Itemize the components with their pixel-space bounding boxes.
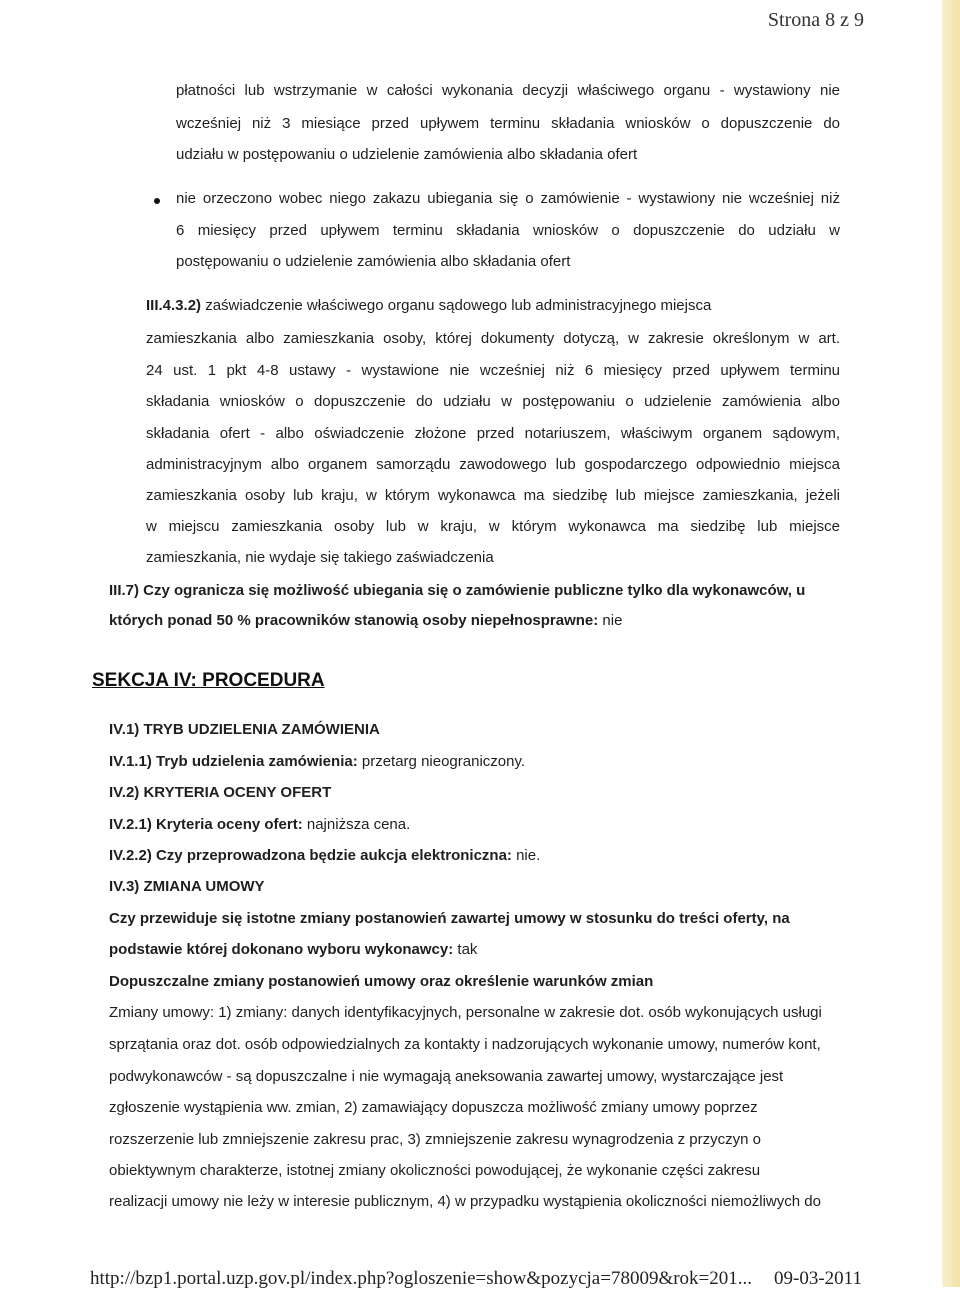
field-value: nie. [511, 847, 541, 864]
question-text: podstawie której dokonano wyboru wykonawcy: [109, 941, 454, 958]
question-text: których ponad 50 % pracowników stanowią osoby niepełnosprawne: [109, 612, 599, 629]
text-line [146, 297, 711, 314]
text-line: zamieszkania, nie wydaje się takiego zaświadczenia [146, 549, 494, 566]
field-line [109, 753, 525, 770]
field-label: IV.2.1) Kryteria oceny ofert: [109, 816, 303, 833]
text-line: składania wniosków o dopuszczenie do udziału w postępowaniu o udzielenie zamówienia albo [146, 393, 840, 410]
subsection-heading: IV.1) TRYB UDZIELENIA ZAMÓWIENIA [109, 721, 380, 738]
text-line: zgłoszenie wystąpienia ww. zmian, 2) zamawiający dopuszcza możliwość zmiany umowy poprzez [109, 1099, 758, 1116]
text-line: Zmiany umowy: 1) zmiany: danych identyfikacyjnych, personalne w zakresie dot. osób wykonujących usługi [109, 1004, 822, 1021]
text-line: obiektywnym charakterze, istotnej zmiany okoliczności powodującej, że wykonanie części zakresu [109, 1162, 761, 1179]
page-edge-strip [942, 0, 960, 1287]
field-label: IV.1.1) Tryb udzielenia zamówienia: [109, 753, 358, 770]
question-line: Czy przewiduje się istotne zmiany postanowień zawartej umowy w stosunku do treści oferty, na [109, 910, 790, 927]
text-line: nie orzeczono wobec niego zakazu ubiegania się o zamówienie - wystawiony nie wcześniej niż [176, 190, 840, 207]
subsection-heading: Dopuszczalne zmiany postanowień umowy oraz określenie warunków zmian [109, 973, 654, 990]
text-line: realizacji umowy nie leży w interesie publicznym, 4) w przypadku wystąpienia okoliczności niemożliwych do [109, 1193, 821, 1210]
field-line [109, 816, 410, 833]
subsection-heading: IV.3) ZMIANA UMOWY [109, 878, 265, 895]
text-line: podwykonawców - są dopuszczalne i nie wymagają aneksowania zawartej umowy, wystarczające jest [109, 1068, 784, 1085]
answer-text: tak [453, 941, 478, 958]
field-value: przetarg nieograniczony. [357, 753, 526, 770]
bullet-icon [154, 198, 160, 204]
footer-url: http://bzp1.portal.uzp.gov.pl/index.php?ogloszenie=show&pozycja=78009&rok=201... [90, 1268, 753, 1289]
page-number: Strona 8 z 9 [767, 9, 864, 31]
text-line: postępowaniu o udzielenie zamówienia albo składania ofert [176, 253, 571, 270]
field-value: najniższa cena. [302, 816, 411, 833]
question-line: III.7) Czy ogranicza się możliwość ubiegania się o zamówienie publiczne tylko dla wykonawców, u [109, 582, 806, 599]
section-title: SEKCJA IV: PROCEDURA [92, 670, 325, 691]
text-line: administracyjnym albo organem samorządu zawodowego lub gospodarczego odpowiednio miejsca [146, 456, 840, 473]
text-line: zamieszkania osoby lub kraju, w którym wykonawca ma siedzibę lub miejsce zamieszkania, jeżeli [146, 487, 840, 504]
text-line: udziału w postępowaniu o udzielenie zamówienia albo składania ofert [176, 146, 638, 163]
text-line: płatności lub wstrzymanie w całości wykonania decyzji właściwego organu - wystawiony nie [176, 82, 840, 99]
field-line [109, 847, 540, 864]
text-line: sprzątania oraz dot. osób odpowiedzialnych za kontakty i nadzorujących wykonanie umowy, numerów kont, [109, 1036, 821, 1053]
text-line: 6 miesięcy przed upływem terminu składania wniosków o dopuszczenie do udziału w [176, 222, 840, 239]
subsection-heading: IV.2) KRYTERIA OCENY OFERT [109, 784, 332, 801]
text-line: zamieszkania albo zamieszkania osoby, której dokumenty dotyczą, w zakresie określonym w art. [146, 330, 840, 347]
text-line: w miejscu zamieszkania osoby lub w kraju, w którym wykonawca ma siedzibę lub miejsce [146, 518, 840, 535]
item-text: zaświadczenie właściwego organu sądowego lub administracyjnego miejsca [201, 297, 712, 314]
field-label: IV.2.2) Czy przeprowadzona będzie aukcja elektroniczna: [109, 847, 512, 864]
text-line: wcześniej niż 3 miesiące przed upływem terminu składania wniosków o dopuszczenie do [176, 115, 840, 132]
question-line [109, 941, 477, 958]
text-line: rozszerzenie lub zmniejszenie zakresu prac, 3) zmniejszenie zakresu wynagrodzenia z przyczyn o [109, 1131, 761, 1148]
footer-date: 09-03-2011 [774, 1268, 862, 1289]
text-line: 24 ust. 1 pkt 4-8 ustawy - wystawione nie wcześniej niż 6 miesięcy przed upływem terminu [146, 362, 840, 379]
text-line: składania ofert - albo oświadczenie złożone przed notariuszem, właściwym organem sądowym, [146, 425, 840, 442]
answer-text: nie [598, 612, 623, 629]
question-line [109, 612, 622, 629]
item-label: III.4.3.2) [146, 297, 202, 314]
